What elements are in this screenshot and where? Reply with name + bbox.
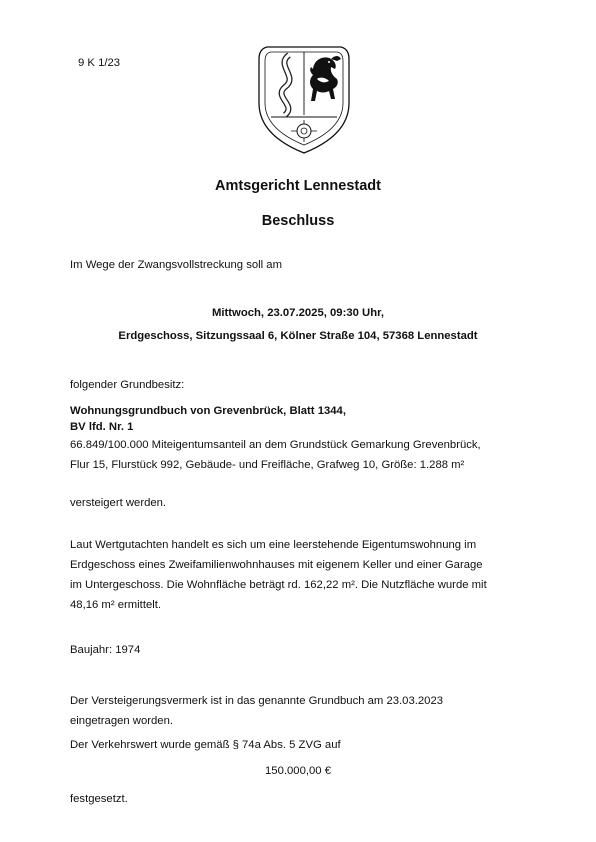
register-note	[70, 691, 443, 731]
share-line: 66.849/100.000 Miteigentumsanteil an dem Grundstück Gemarkung Grevenbrück,	[70, 439, 481, 451]
document-title: Beschluss	[261, 213, 335, 229]
note-line: Der Versteigerungsvermerk ist in das genannte Grundbuch am 23.03.2023	[70, 695, 444, 707]
auctioned-text: versteigert werden.	[70, 497, 167, 509]
auction-date: Mittwoch, 23.07.2025, 09:30 Uhr,	[211, 307, 385, 319]
appraisal-line: Laut Wertgutachten handelt es sich um eine leerstehende Eigentumswohnung im	[70, 539, 477, 551]
fixed-text: festgesetzt.	[70, 793, 128, 805]
auction-location: Erdgeschoss, Sitzungssaal 6, Kölner Straße 104, 57368 Lennestadt	[118, 330, 478, 342]
value-intro: Der Verkehrswert wurde gemäß § 74a Abs. 5 ZVG auf	[70, 739, 341, 751]
bv-number: BV lfd. Nr. 1	[70, 421, 134, 433]
share-line: Flur 15, Flurstück 992, Gebäude- und Freifläche, Grafweg 10, Größe: 1.288 m²	[70, 459, 465, 471]
note-line: eingetragen worden.	[70, 715, 174, 727]
share-description	[70, 435, 481, 475]
year-built: Baujahr: 1974	[70, 644, 141, 656]
property-intro: folgender Grundbesitz:	[70, 379, 185, 391]
appraisal-line: im Untergeschoss. Die Wohnfläche beträgt rd. 162,22 m². Die Nutzfläche wurde mit	[70, 579, 487, 591]
land-register: Wohnungsgrundbuch von Grevenbrück, Blatt 1344,	[70, 405, 346, 417]
file-number: 9 K 1/23	[78, 57, 121, 69]
appraisal-line: Erdgeschoss eines Zweifamilienwohnhauses mit eigenem Keller und einer Garage	[70, 559, 483, 571]
court-name: Amtsgericht Lennestadt	[215, 178, 381, 194]
appraisal-line: 48,16 m² ermittelt.	[70, 599, 162, 611]
intro-text: Im Wege der Zwangsvollstreckung soll am	[70, 259, 283, 271]
market-value: 150.000,00 €	[265, 765, 331, 777]
nrw-coat-of-arms-icon	[255, 43, 353, 157]
appraisal-paragraph	[70, 535, 487, 615]
